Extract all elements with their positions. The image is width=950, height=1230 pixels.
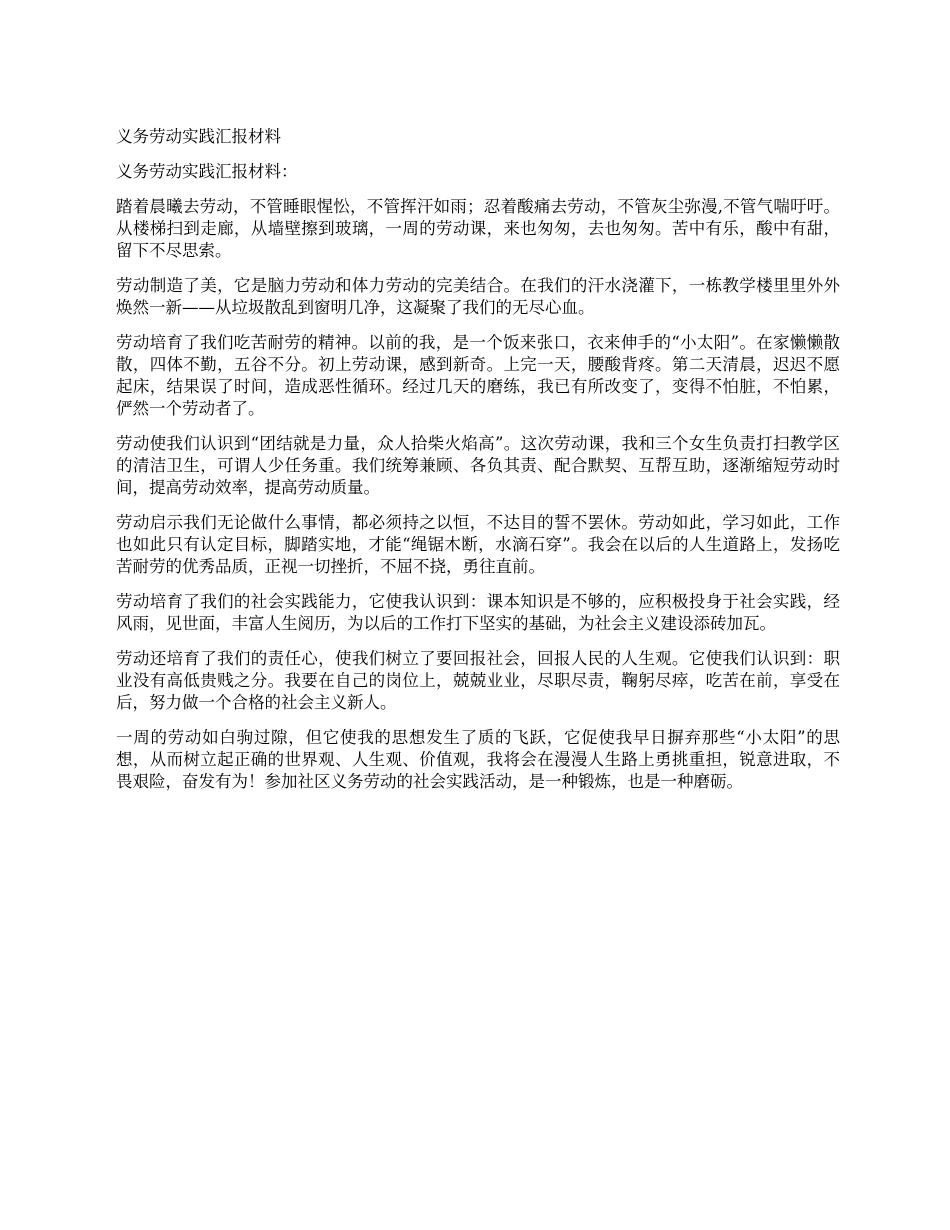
paragraph-2: 劳动制造了美，它是脑力劳动和体力劳动的完美结合。在我们的汗水浇灌下，一栋教学楼里里外外焕然一新——从垃圾散乱到窗明几净，这凝聚了我们的无尽心血。: [116, 276, 840, 317]
paragraph-8: 一周的劳动如白驹过隙，但它使我的思想发生了质的飞跃，它促使我早日摒弃那些“小太阳”的思想，从而树立起正确的世界观、人生观、价值观，我将会在漫漫人生路上勇挑重担，锐意进取，不畏艰险，奋发有为！参加社区义务劳动的社会实践活动，是一种锻炼，也是一种磨砺。: [116, 728, 840, 791]
paragraph-5: 劳动启示我们无论做什么事情，都必须持之以恒，不达目的誓不罢休。劳动如此，学习如此，工作也如此只有认定目标，脚踏实地，才能“绳锯木断，水滴石穿”。我会在以后的人生道路上，发扬吃苦耐劳的优秀品质，正视一切挫折，不屈不挠，勇往直前。: [116, 513, 840, 576]
paragraph-1: 踏着晨曦去劳动，不管睡眼惺忪，不管挥汗如雨；忍着酸痛去劳动，不管灰尘弥漫,不管气喘吁吁。从楼梯扫到走廊，从墙壁擦到玻璃，一周的劳动课，来也匆匆，去也匆匆。苦中有乐，酸中有甜，留下不尽思索。: [116, 197, 840, 260]
paragraph-6: 劳动培育了我们的社会实践能力，它使我认识到：课本知识是不够的，应积极投身于社会实践，经风雨，见世面，丰富人生阅历，为以后的工作打下坚实的基础，为社会主义建设添砖加瓦。: [116, 592, 840, 633]
document-title: 义务劳动实践汇报材料: [116, 127, 281, 146]
document-body: [116, 126, 840, 806]
paragraph-3: 劳动培育了我们吃苦耐劳的精神。以前的我，是一个饭来张口，衣来伸手的“小太阳”。在家懒懒散散，四体不勤，五谷不分。初上劳动课，感到新奇。上完一天，腰酸背疼。第二天清晨，迟迟不愿起床，结果误了时间，造成恶性循环。经过几天的磨练，我已有所改变了，变得不怕脏，不怕累，俨然一个劳动者了。: [116, 333, 840, 418]
paragraph-7: 劳动还培育了我们的责任心，使我们树立了要回报社会，回报人民的人生观。它使我们认识到：职业没有高低贵贱之分。我要在自己的岗位上，兢兢业业，尽职尽责，鞠躬尽瘁，吃苦在前，享受在后，努力做一个合格的社会主义新人。: [116, 649, 840, 712]
paragraph-4: 劳动使我们认识到“团结就是力量，众人拾柴火焰高”。这次劳动课，我和三个女生负责打扫教学区的清洁卫生，可谓人少任务重。我们统筹兼顾、各负其责、配合默契、互帮互助，逐渐缩短劳动时间，提高劳动效率，提高劳动质量。: [116, 434, 840, 497]
document-subtitle: 义务劳动实践汇报材料：: [116, 162, 298, 181]
